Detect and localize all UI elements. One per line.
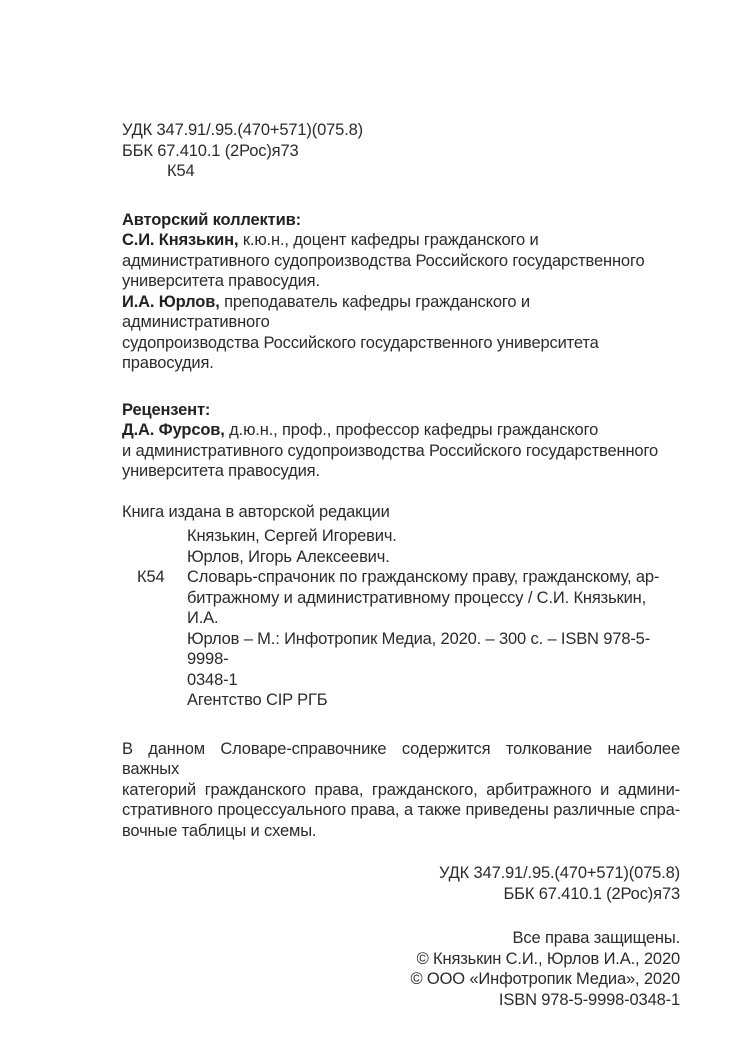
authors-heading: Авторский коллектив:	[122, 210, 301, 229]
rights-block	[122, 928, 680, 1010]
bbk-code: ББК 67.410.1 (2Рос)я73	[122, 141, 299, 160]
bottom-bbk-code: ББК 67.410.1 (2Рос)я73	[503, 884, 680, 903]
top-codes-block	[122, 120, 680, 182]
reviewer-block	[122, 400, 680, 482]
copyright-authors: © Князькин С.И., Юрлов И.А., 2020	[416, 949, 680, 968]
catalog-author2: Юрлов, Игорь Алексеевич.	[187, 547, 390, 566]
author2-line2: судопроизводства Российского государственного университета	[122, 333, 599, 352]
catalog-cip-agency: Агентство CIP РГБ	[187, 691, 328, 709]
author1-line2: административного судопроизводства Российского государственного	[122, 251, 645, 270]
page-content	[122, 120, 680, 1010]
annotation-line3: стративного процессуального права, а также приведены различные спра-	[122, 801, 680, 819]
bottom-udk-code: УДК 347.91/.95.(470+571)(075.8)	[439, 864, 680, 882]
rights-reserved: Все права защищены.	[512, 929, 680, 947]
catalog-title-line1: Словарь-спрачоник по гражданскому праву, гражданскому, ар-	[187, 568, 660, 586]
catalog-title-line4: 0348-1	[187, 670, 238, 689]
catalog-author1: Князькин, Сергей Игоревич.	[187, 527, 397, 545]
isbn-number: ISBN 978-5-9998-0348-1	[498, 990, 680, 1009]
catalog-entry-block	[122, 526, 680, 711]
annotation-line4: вочные таблицы и схемы.	[122, 821, 317, 840]
catalog-title-line2: битражному и административному процессу / С.И. Князькин, И.А.	[187, 588, 647, 627]
reviewer-line2: и административного судопроизводства Российского государственного	[122, 441, 658, 460]
copyright-publisher: © ООО «Инфотропик Медиа», 2020	[410, 970, 680, 988]
reviewer-line3: университета правосудия.	[122, 462, 320, 480]
udk-code: УДК 347.91/.95.(470+571)(075.8)	[122, 121, 363, 139]
reviewer-name: Д.А. Фурсов,	[122, 421, 225, 439]
annotation-line1: В данном Словаре-справочнике содержится толкование наиболее важных	[122, 739, 680, 778]
annotation-paragraph	[122, 739, 680, 842]
catalog-code: К54	[137, 568, 165, 586]
catalog-code-top: К54	[167, 162, 195, 180]
author1-name: С.И. Князькин,	[122, 231, 239, 249]
reviewer-title: д.ю.н., проф., профессор кафедры гражданского	[224, 421, 599, 439]
author2-line3: правосудия.	[122, 354, 214, 372]
annotation-line2: категорий гражданского права, гражданского, арбитражного и админи-	[122, 780, 680, 799]
reviewer-heading: Рецензент:	[122, 400, 211, 419]
author1-line3: университета правосудия.	[122, 272, 320, 290]
author2-name: И.А. Юрлов,	[122, 292, 220, 311]
author2-title: преподаватель кафедры гражданского и административного	[122, 292, 530, 331]
bottom-codes-block	[122, 863, 680, 904]
authors-block	[122, 210, 680, 374]
reviewer-line1	[122, 420, 680, 441]
edition-note: Книга издана в авторской редакции	[122, 502, 390, 521]
catalog-title-line3: Юрлов – М.: Инфотропик Медиа, 2020. – 300 с. – ISBN 978-5-9998-	[187, 629, 651, 668]
author1-title: к.ю.н., доцент кафедры гражданского и	[238, 231, 539, 249]
author1-line1	[122, 230, 680, 251]
author2-line1	[122, 292, 680, 333]
